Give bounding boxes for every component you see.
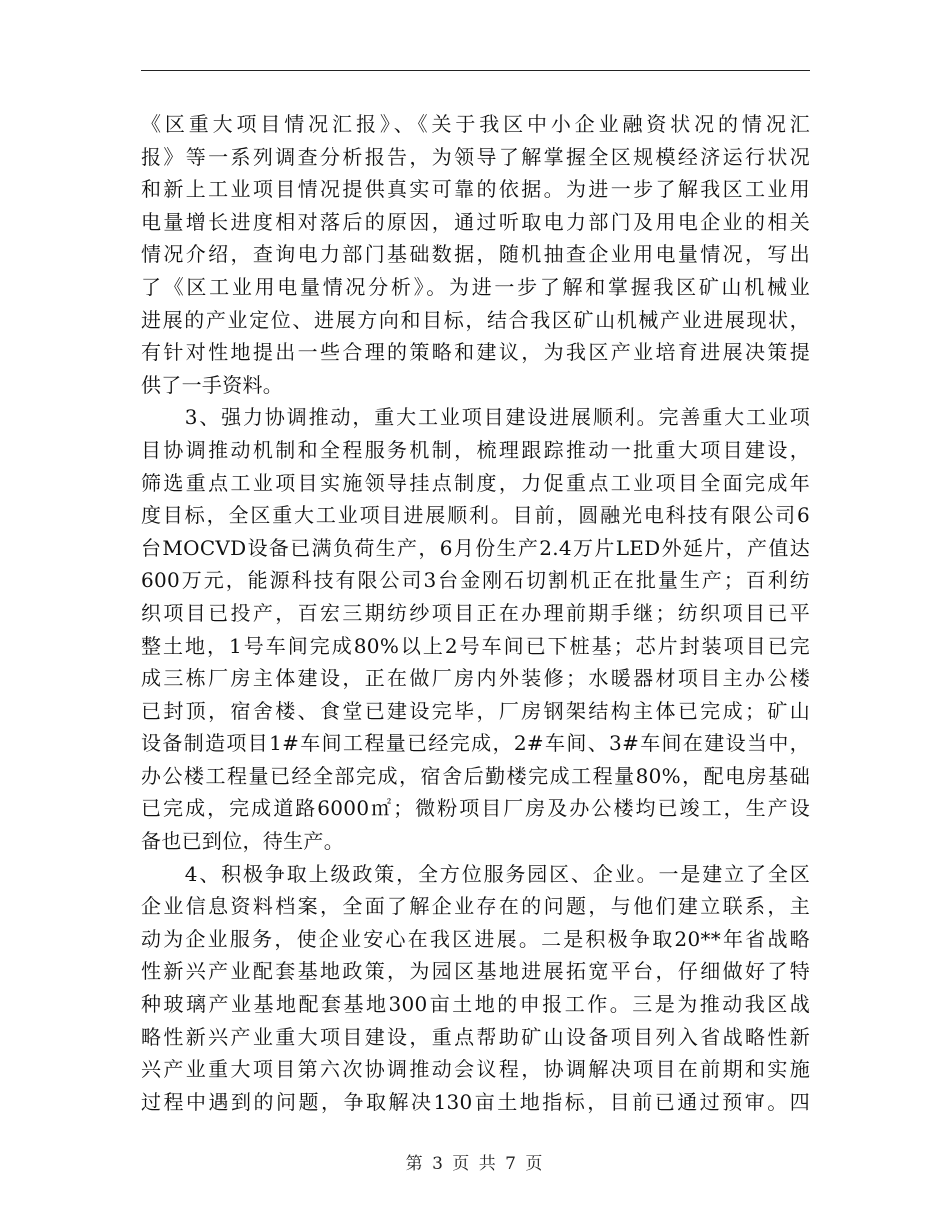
body-text — [141, 108, 810, 1118]
text-line: 筛选重点工业项目实施领导挂点制度，力促重点工业项目全面完成年 — [141, 470, 810, 495]
text-line: 织项目已投产，百宏三期纺纱项目正在办理前期手继；纺织项目已平 — [141, 600, 810, 625]
text-line: 有针对性地提出一些合理的策略和建议，为我区产业培育进展决策提 — [141, 340, 810, 365]
text-line: 《区重大项目情况汇报》、《关于我区中小企业融资状况的情况汇 — [141, 112, 810, 136]
text-line: 性新兴产业配套基地政策，为园区基地进展拓宽平台，仔细做好了特 — [141, 959, 810, 984]
text-line: 企业信息资料档案，全面了解企业存在的问题，与他们建立联系，主 — [141, 894, 810, 919]
text-line: 已封顶，宿舍楼、食堂已建设完毕，厂房钢架结构主体已完成；矿山 — [141, 698, 810, 723]
text-line: 种玻璃产业基地配套基地300亩土地的申报工作。三是为推动我区战 — [141, 992, 810, 1017]
text-line: 情况介绍，查询电力部门基础数据，随机抽查企业用电量情况，写出 — [141, 242, 810, 267]
text-line: 过程中遇到的问题，争取解决130亩土地指标，目前已通过预审。四 — [141, 1089, 810, 1114]
text-line: 整土地，1号车间完成80%以上2号车间已下桩基；芯片封装项目已完 — [141, 633, 810, 658]
text-line: 进展的产业定位、进展方向和目标，结合我区矿山机械产业进展现状， — [141, 307, 810, 332]
text-line: 供了一手资料。 — [141, 372, 284, 397]
text-line: 600万元，能源科技有限公司3台金刚石切割机正在批量生产；百利纺 — [141, 568, 810, 593]
text-line: 报》等一系列调查分析报告，为领导了解掌握全区规模经济运行状况 — [141, 144, 810, 169]
text-line: 电量增长进度相对落后的原因，通过听取电力部门及用电企业的相关 — [141, 209, 810, 234]
text-line: 和新上工业项目情况提供真实可靠的依据。为进一步了解我区工业用 — [141, 177, 810, 202]
text-line: 动为企业服务，使企业安心在我区进展。二是积极争取20**年省战略 — [141, 926, 810, 951]
text-line: 目协调推动机制和全程服务机制，梳理跟踪推动一批重大项目建设， — [141, 437, 810, 462]
text-line: 了《区工业用电量情况分析》。为进一步了解和掌握我区矿山机械业 — [141, 274, 810, 299]
text-line: 办公楼工程量已经全部完成，宿舍后勤楼完成工程量80%，配电房基础 — [141, 763, 810, 788]
text-line: 备也已到位，待生产。 — [141, 829, 344, 854]
text-line: 3、强力协调推动，重大工业项目建设进展顺利。完善重大工业项 — [141, 405, 810, 430]
header-rule — [141, 70, 810, 71]
text-line: 4、积极争取上级政策，全方位服务园区、企业。一是建立了全区 — [141, 861, 810, 886]
text-line: 成三栋厂房主体建设，正在做厂房内外装修；水暖器材项目主办公楼 — [141, 666, 810, 691]
text-line: 已完成，完成道路6000㎡；微粉项目厂房及办公楼均已竣工，生产设 — [141, 796, 810, 821]
text-line: 度目标，全区重大工业项目进展顺利。目前，圆融光电科技有限公司6 — [141, 503, 810, 528]
text-line: 兴产业重大项目第六次协调推动会议程，协调解决项目在前期和实施 — [141, 1057, 810, 1082]
page-number-footer: 第 3 页 共 7 页 — [405, 1154, 545, 1174]
text-line: 略性新兴产业重大项目建设，重点帮助矿山设备项目列入省战略性新 — [141, 1024, 810, 1049]
text-line: 设备制造项目1#车间工程量已经完成，2#车间、3#车间在建设当中， — [141, 731, 810, 756]
text-line: 台MOCVD设备已满负荷生产，6月份生产2.4万片LED外延片，产值达 — [141, 535, 810, 560]
